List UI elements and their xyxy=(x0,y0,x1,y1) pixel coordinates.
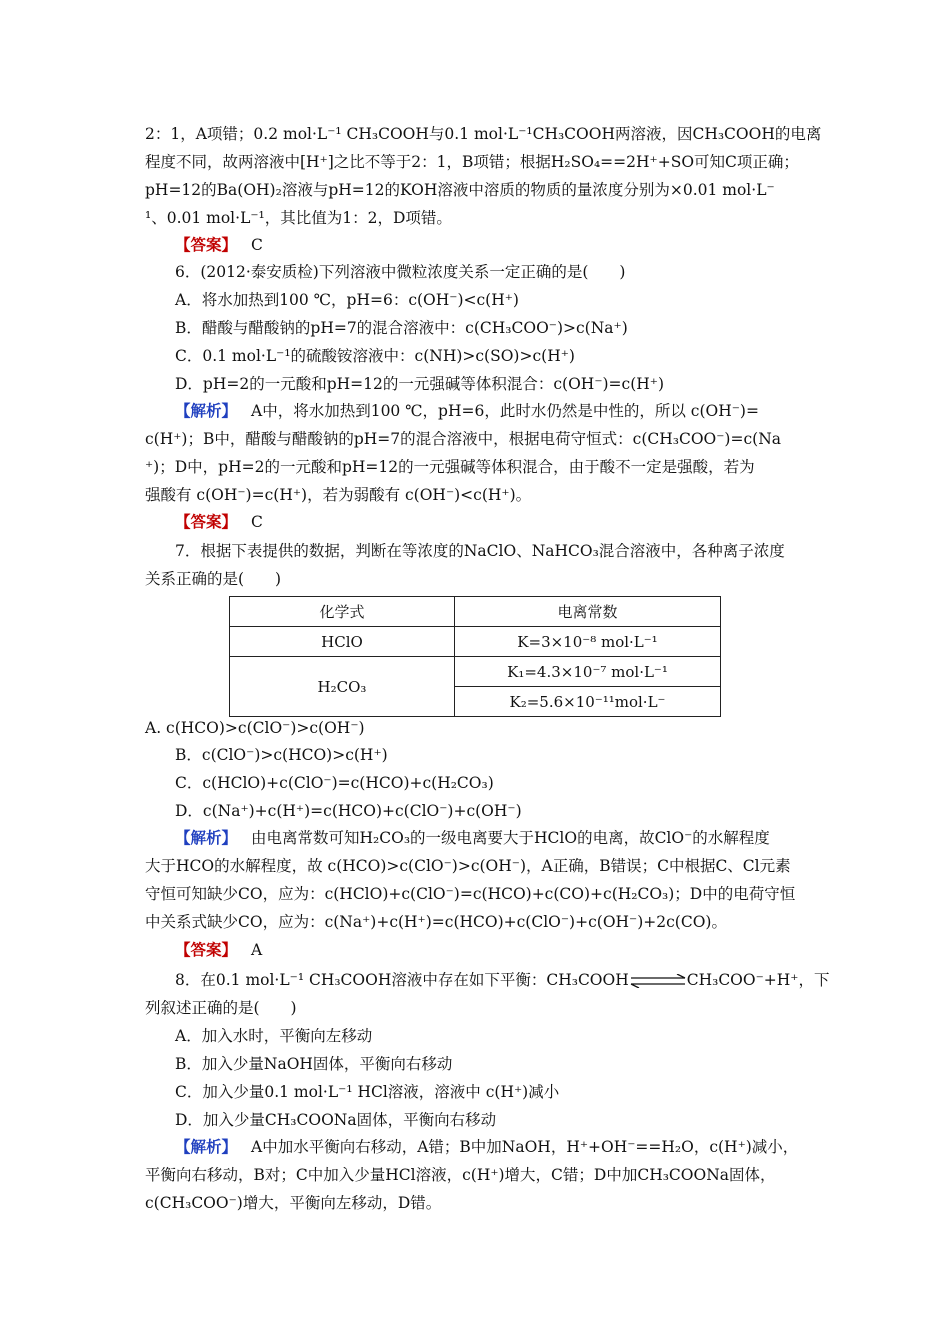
analysis-text: A中加水平衡向右移动，A错；B中加NaOH，H⁺+OH⁻==H₂O，c(H⁺)减小， xyxy=(251,1138,799,1156)
text-line: ¹、0.01 mol·L⁻¹，其比值为1：2，D项错。 xyxy=(145,209,452,227)
table-row xyxy=(230,627,721,657)
table-cell-formula: HClO xyxy=(230,627,455,657)
analysis-label: 【解析】 xyxy=(175,401,238,420)
text-line: 2：1，A项错；0.2 mol·L⁻¹ CH₃COOH与0.1 mol·L⁻¹CH₃COOH两溶液，因CH₃COOH的电离 xyxy=(145,125,822,143)
option-d: D．pH=2的一元酸和pH=12的一元强碱等体积混合：c(OH⁻)=c(H⁺) xyxy=(175,375,665,393)
option-a: A．加入水时，平衡向左移动 xyxy=(175,1027,373,1045)
question-6: 6．(2012·泰安质检)下列溶液中微粒浓度关系一定正确的是( ) xyxy=(175,263,626,281)
text-line: 关系正确的是( ) xyxy=(145,570,282,588)
text-line: c(H⁺)；B中，醋酸与醋酸钠的pH=7的混合溶液中，根据电荷守恒式：c(CH₃COO⁻)=c(Na xyxy=(145,430,781,448)
option-d: D．加入少量CH₃COONa固体，平衡向右移动 xyxy=(175,1111,497,1129)
option-d: D．c(Na⁺)+c(H⁺)=c(HCO)+c(ClO⁻)+c(OH⁻) xyxy=(175,802,522,820)
text-line: 中关系式缺少CO，应为：c(Na⁺)+c(H⁺)=c(HCO)+c(ClO⁻)+c(OH⁻)+2c(CO)。 xyxy=(145,913,727,931)
analysis-8 xyxy=(175,1133,845,1161)
analysis-label: 【解析】 xyxy=(175,1137,238,1156)
table-cell-constant: K₁=4.3×10⁻⁷ mol·L⁻¹ xyxy=(455,657,721,687)
option-b: B．醋酸与醋酸钠的pH=7的混合溶液中：c(CH₃COO⁻)>c(Na⁺) xyxy=(175,319,628,337)
answer-5 xyxy=(175,231,845,259)
answer-label: 【答案】 xyxy=(175,940,238,959)
question-7: 7．根据下表提供的数据，判断在等浓度的NaClO、NaHCO₃混合溶液中，各种离子浓度 xyxy=(175,542,785,560)
option-c: C．c(HClO)+c(ClO⁻)=c(HCO)+c(H₂CO₃) xyxy=(175,774,494,792)
answer-7 xyxy=(175,936,845,964)
answer-value: C xyxy=(251,236,263,254)
table-header-row xyxy=(230,597,721,627)
text-line: 大于HCO的水解程度，故 c(HCO)>c(ClO⁻)>c(OH⁻)，A正确，B错误；C中根据C、Cl元素 xyxy=(145,857,791,875)
text-line: 守恒可知缺少CO，应为：c(HClO)+c(ClO⁻)=c(HCO)+c(CO)+c(H₂CO₃)；D中的电荷守恒 xyxy=(145,885,796,903)
table-header-cell: 电离常数 xyxy=(455,597,721,627)
text-line: 强酸有 c(OH⁻)=c(H⁺)，若为弱酸有 c(OH⁻)<c(H⁺)。 xyxy=(145,486,532,504)
table-cell-constant: K=3×10⁻⁸ mol·L⁻¹ xyxy=(455,627,721,657)
equilibrium-arrow-icon xyxy=(629,974,687,988)
answer-6 xyxy=(175,508,845,536)
text-line: pH=12的Ba(OH)₂溶液与pH=12的KOH溶液中溶质的物质的量浓度分别为×0.01 mol·L⁻ xyxy=(145,181,775,199)
answer-value: A xyxy=(251,941,263,959)
text-line: 程度不同，故两溶液中[H⁺]之比不等于2：1，B项错；根据H₂SO₄==2H⁺+SO可知C项正确； xyxy=(145,153,799,171)
option-b: B．加入少量NaOH固体，平衡向右移动 xyxy=(175,1055,453,1073)
option-a: A. c(HCO)>c(ClO⁻)>c(OH⁻) xyxy=(145,719,365,737)
analysis-label: 【解析】 xyxy=(175,828,238,847)
answer-label: 【答案】 xyxy=(175,235,238,254)
text-line: 平衡向右移动，B对；C中加入少量HCl溶液，c(H⁺)增大，C错；D中加CH₃COONa固体， xyxy=(145,1166,776,1184)
answer-label: 【答案】 xyxy=(175,512,238,531)
option-b: B．c(ClO⁻)>c(HCO)>c(H⁺) xyxy=(175,746,388,764)
text-line: ⁺)；D中，pH=2的一元酸和pH=12的一元强碱等体积混合，由于酸不一定是强酸，若为 xyxy=(145,458,755,476)
ionization-constant-table xyxy=(229,596,721,717)
analysis-6 xyxy=(175,397,845,425)
table-cell-formula: H₂CO₃ xyxy=(230,657,455,717)
analysis-7 xyxy=(175,824,845,852)
analysis-text: A中，将水加热到100 ℃，pH=6，此时水仍然是中性的，所以 c(OH⁻)= xyxy=(251,402,759,420)
option-a: A．将水加热到100 ℃，pH=6：c(OH⁻)<c(H⁺) xyxy=(175,291,519,309)
option-c: C．加入少量0.1 mol·L⁻¹ HCl溶液，溶液中 c(H⁺)减小 xyxy=(175,1083,560,1101)
question-text: CH₃COO⁻+H⁺，下 xyxy=(686,971,830,989)
analysis-text: 由电离常数可知H₂CO₃的一级电离要大于HClO的电离，故ClO⁻的水解程度 xyxy=(251,829,770,847)
table-row xyxy=(230,657,721,687)
question-text: 8．在0.1 mol·L⁻¹ CH₃COOH溶液中存在如下平衡：CH₃COOH xyxy=(175,971,629,989)
table-cell-constant: K₂=5.6×10⁻¹¹mol·L⁻ xyxy=(455,687,721,717)
answer-value: C xyxy=(251,513,263,531)
text-line: 列叙述正确的是( ) xyxy=(145,999,297,1017)
option-c: C．0.1 mol·L⁻¹的硫酸铵溶液中：c(NH)>c(SO)>c(H⁺) xyxy=(175,347,575,365)
question-8 xyxy=(175,966,845,994)
text-line: c(CH₃COO⁻)增大，平衡向左移动，D错。 xyxy=(145,1194,442,1212)
table-header-cell: 化学式 xyxy=(230,597,455,627)
